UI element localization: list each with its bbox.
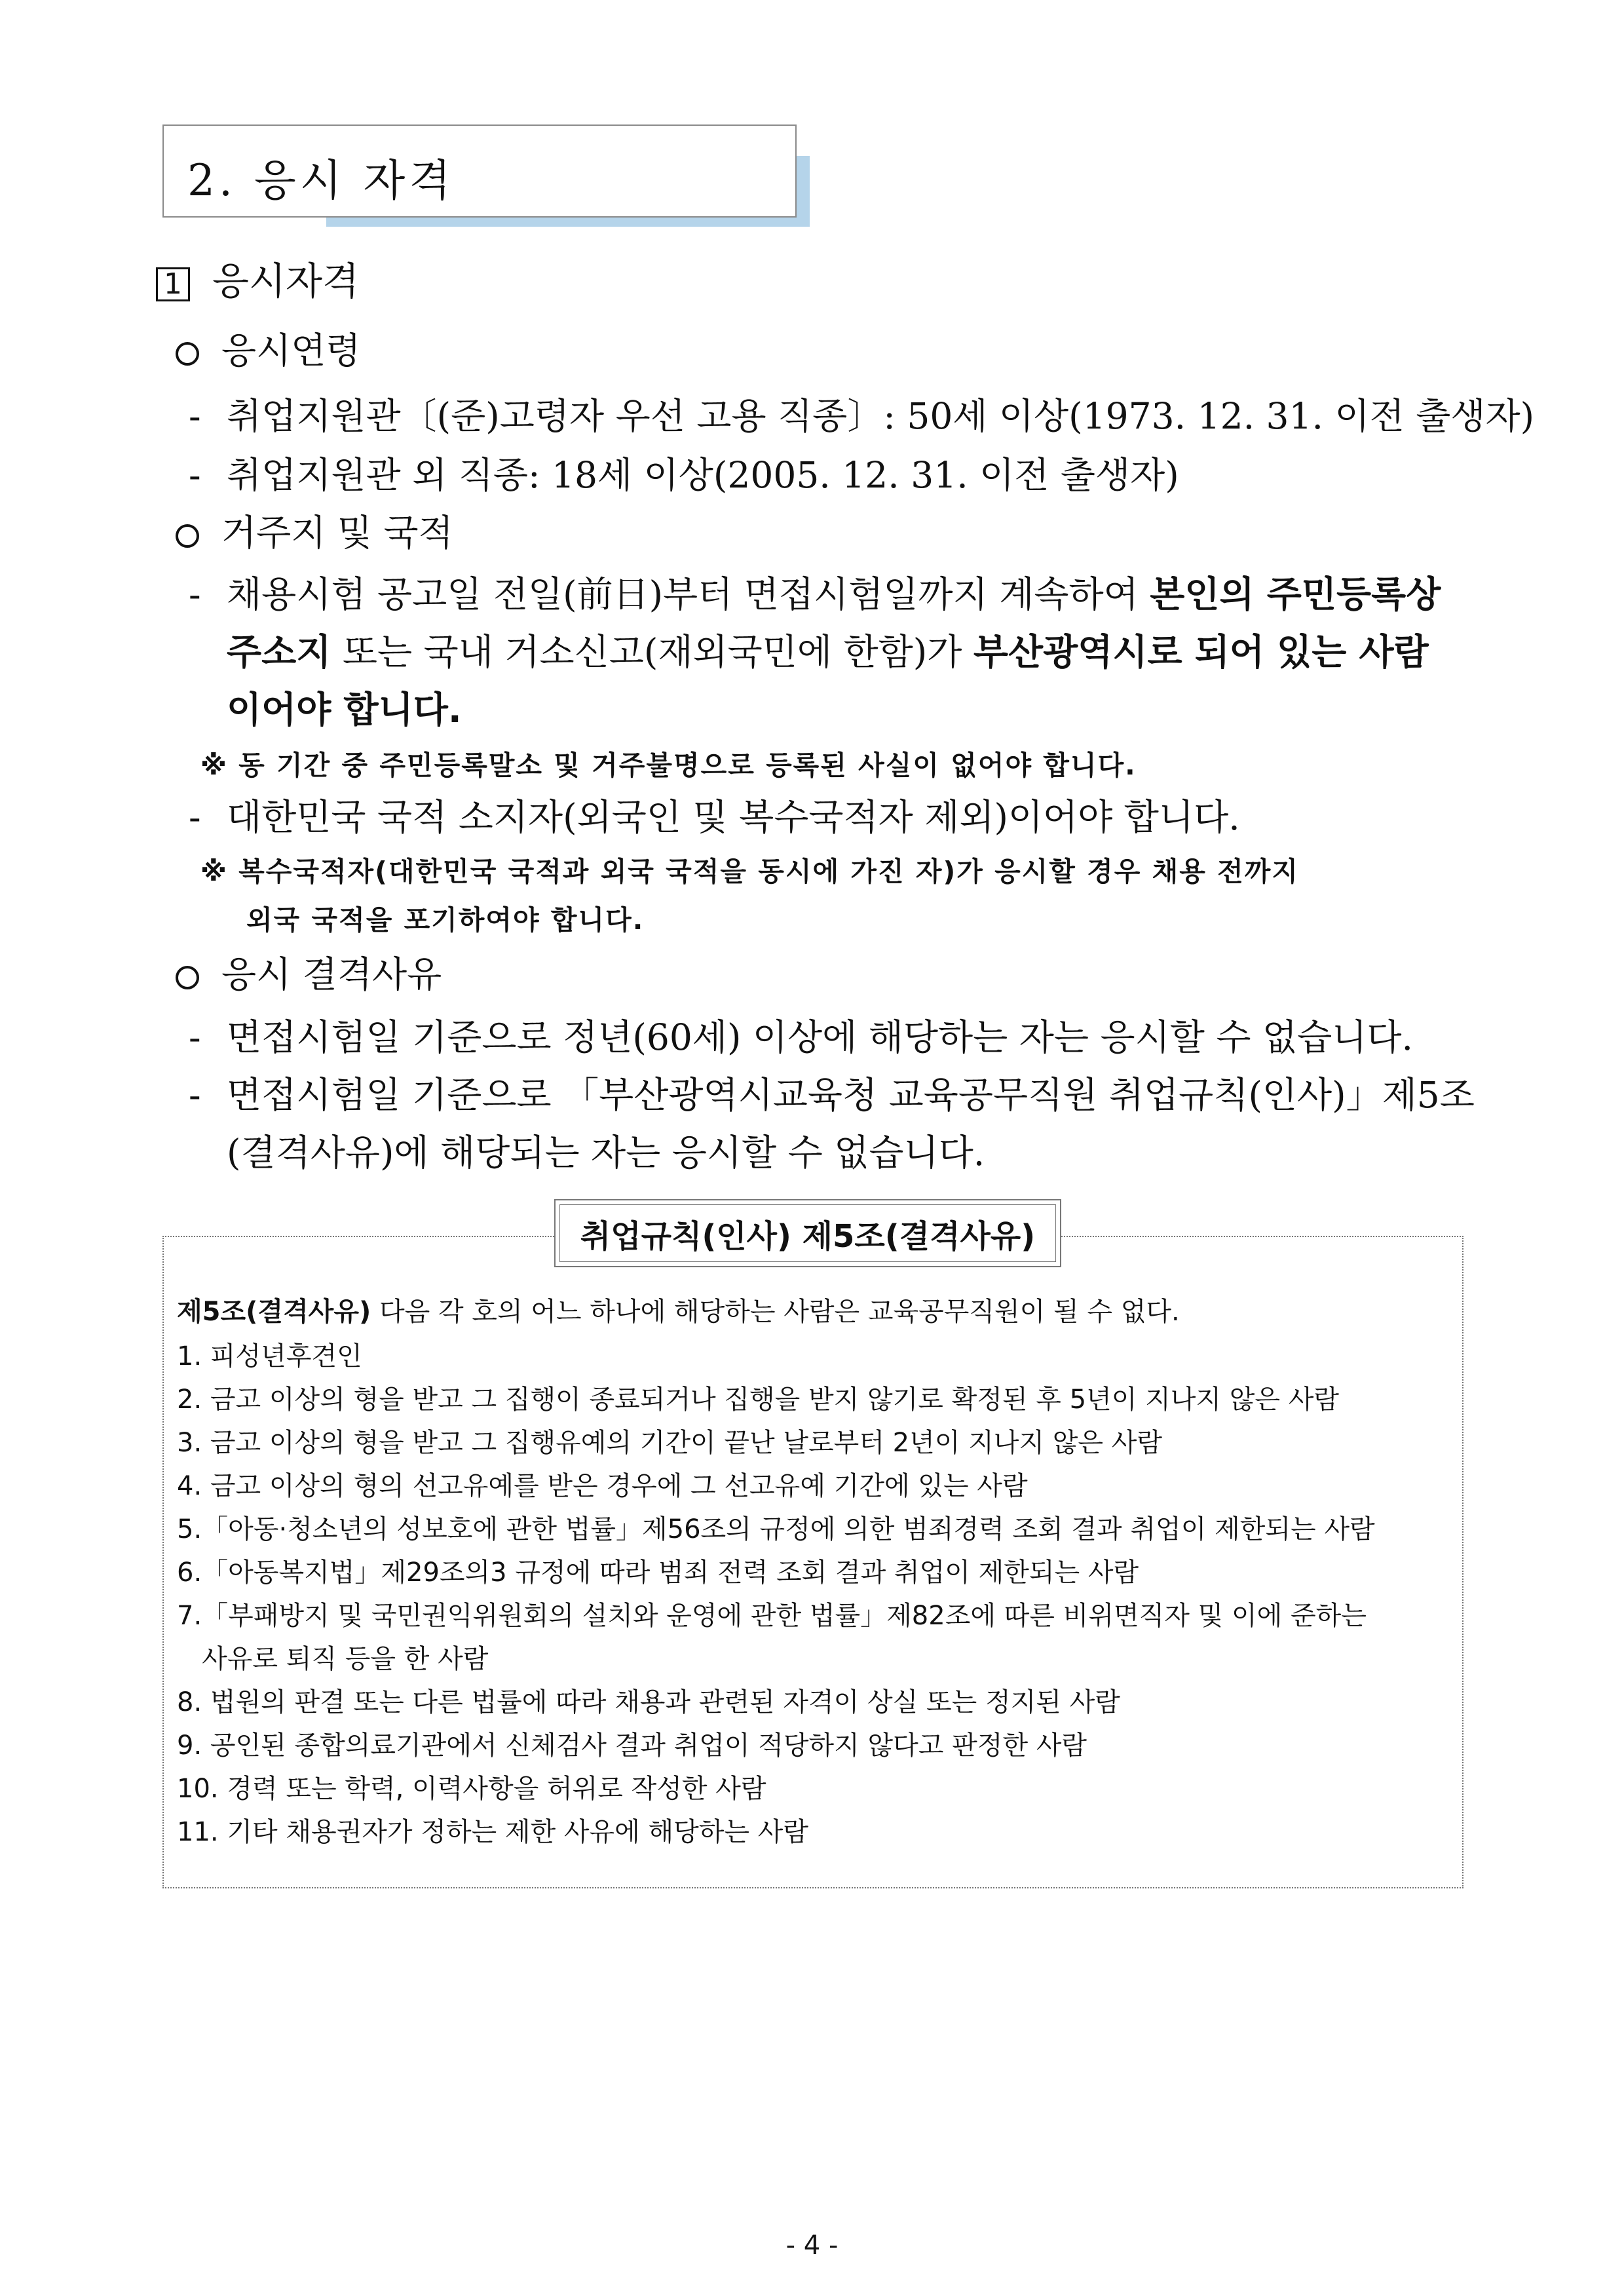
page-number: - 4 - [785, 2230, 839, 2261]
section-number: 1 [156, 267, 190, 301]
residence-note-2-line-2: 외국 국적을 포기하여야 합니다. [246, 904, 645, 936]
section-heading [156, 259, 360, 303]
rule-item: 4. 금고 이상의 형의 선고유예를 받은 경우에 그 선고유예 기간에 있는 사람 [177, 1471, 1028, 1501]
residence-item-1-line-2: 주소지 또는 국내 거소신고(재외국민에 한함)가 부산광역시로 되어 있는 사람 [227, 631, 1429, 673]
rule-item: 사유로 퇴직 등을 한 사람 [177, 1644, 489, 1674]
residence-note-2-line-1: ※ 복수국적자(대한민국 국적과 외국 국적을 동시에 가진 자)가 응시할 경우 채용 전까지 [200, 856, 1299, 887]
disqualification-item-1: - 면접시험일 기준으로 정년(60세) 이상에 해당하는 자는 응시할 수 없습니다. [189, 1016, 1414, 1058]
residence-item-1-line-1: - 채용시험 공고일 전일(前日)부터 면접시험일까지 계속하여 본인의 주민등록상 [189, 573, 1441, 615]
residence-item-1-line-3: 이어야 합니다. [227, 689, 462, 731]
rule-item: 8. 법원의 판결 또는 다른 법률에 따라 채용과 관련된 자격이 상실 또는 정지된 사람 [177, 1687, 1120, 1717]
age-item-2: - 취업지원관 외 직종: 18세 이상(2005. 12. 31. 이전 출생자) [189, 454, 1179, 496]
rule-item: 2. 금고 이상의 형을 받고 그 집행이 종료되거나 집행을 받지 않기로 확정된 후 5년이 지나지 않은 사람 [177, 1385, 1340, 1415]
rule-intro: 제5조(결격사유) 다음 각 호의 어느 하나에 해당하는 사람은 교육공무직원이 될 수 없다. [177, 1297, 1180, 1327]
age-item-1: - 취업지원관〔(준)고령자 우선 고용 직종〕: 50세 이상(1973. 12. 31. 이전 출생자) [189, 395, 1535, 437]
rule-item: 7.「부패방지 및 국민권익위원회의 설치와 운영에 관한 법률」제82조에 따른 비위면직자 및 이에 준하는 [177, 1601, 1367, 1631]
disqualification-item-2-line-1: - 면접시험일 기준으로 「부산광역시교육청 교육공무직원 취업규칙(인사)」제5조 [189, 1074, 1475, 1116]
circle-bullet-icon [176, 342, 199, 366]
rule-item: 11. 기타 채용권자가 정하는 제한 사유에 해당하는 사람 [177, 1817, 809, 1847]
rule-label: 취업규칙(인사) 제5조(결격사유) [559, 1204, 1056, 1262]
section-heading-text: 응시자격 [212, 259, 360, 303]
age-heading: 응시연령 [176, 333, 361, 369]
circle-bullet-icon [176, 524, 199, 548]
residence-heading: 거주지 및 국적 [176, 515, 453, 551]
rule-item: 10. 경력 또는 학력, 이력사항을 허위로 작성한 사람 [177, 1774, 766, 1804]
residence-item-2: - 대한민국 국적 소지자(외국인 및 복수국적자 제외)이어야 합니다. [189, 796, 1240, 838]
disqualification-heading: 응시 결격사유 [176, 957, 442, 993]
rule-item: 9. 공인된 종합의료기관에서 신체검사 결과 취업이 적당하지 않다고 판정한 사람 [177, 1731, 1087, 1761]
rule-item: 5.「아동·청소년의 성보호에 관한 법률」제56조의 규정에 의한 범죄경력 조회 결과 취업이 제한되는 사람 [177, 1514, 1375, 1544]
rule-label-box [554, 1199, 1061, 1267]
disqualification-item-2-line-2: (결격사유)에 해당되는 자는 응시할 수 없습니다. [227, 1132, 985, 1174]
rule-item: 1. 피성년후견인 [177, 1341, 362, 1371]
rule-item: 3. 금고 이상의 형을 받고 그 집행유예의 기간이 끝난 날로부터 2년이 지나지 않은 사람 [177, 1428, 1163, 1458]
circle-bullet-icon [176, 966, 199, 989]
rule-item: 6.「아동복지법」제29조의3 규정에 따라 범죄 전력 조회 결과 취업이 제한되는 사람 [177, 1558, 1139, 1588]
residence-note-1: ※ 동 기간 중 주민등록말소 및 거주불명으로 등록된 사실이 없어야 합니다. [200, 750, 1137, 781]
section-title-box [162, 124, 799, 220]
title-frame [162, 124, 797, 218]
page-title: 2. 응시 자격 [187, 155, 455, 206]
